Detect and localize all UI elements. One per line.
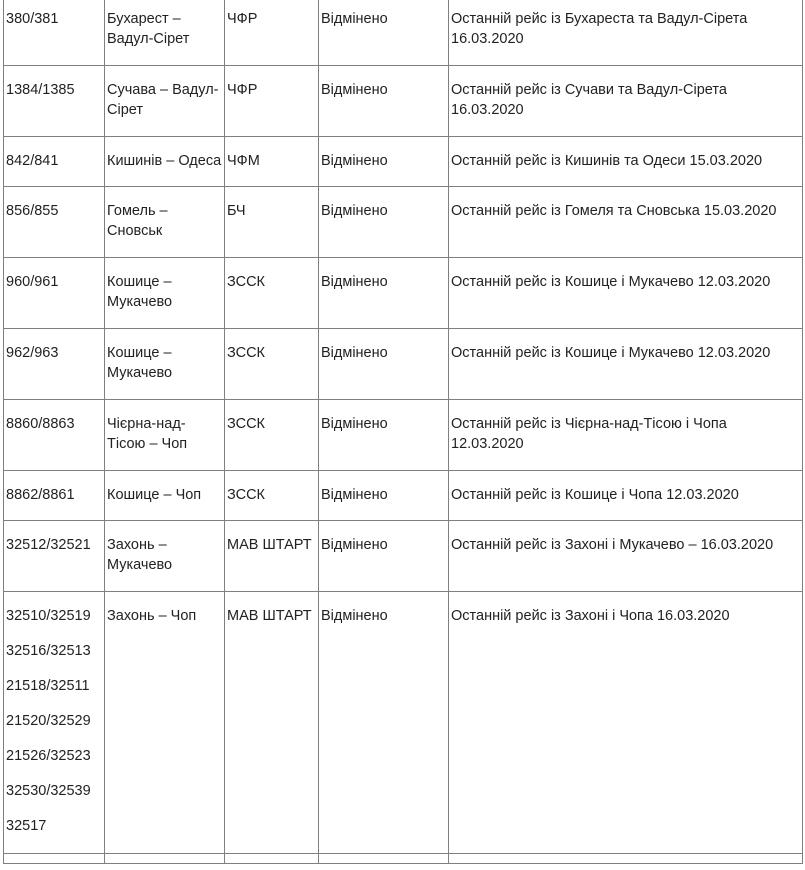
table-row: [4, 471, 803, 521]
status-cell: Відмінено: [319, 258, 449, 329]
status-cell: Відмінено: [319, 400, 449, 471]
train-number: 8860/8863: [6, 416, 75, 432]
train-number: 856/855: [6, 203, 59, 219]
route-cell: Кошице – Мукачево: [105, 258, 225, 329]
operator-cell: ЗССК: [225, 329, 319, 400]
train-number-cell: [4, 187, 105, 258]
route-cell: Захонь – Чоп: [105, 592, 225, 854]
empty-cell: [4, 854, 105, 864]
table-row: [4, 592, 803, 854]
train-number-cell: [4, 471, 105, 521]
train-number: 32512/32521: [6, 537, 91, 553]
train-number-cell: [4, 521, 105, 592]
train-number-cell: [4, 0, 105, 66]
train-number: 842/841: [6, 153, 59, 169]
train-number: 32510/32519: [6, 608, 91, 624]
train-cancellation-table: [3, 0, 803, 864]
operator-cell: ЧФМ: [225, 137, 319, 187]
note-cell: Останній рейс із Чієрна-над-Тісою і Чопа 12.03.2020: [449, 400, 803, 471]
operator-cell: БЧ: [225, 187, 319, 258]
train-number: 21520/32529: [6, 713, 91, 729]
status-cell: Відмінено: [319, 187, 449, 258]
operator-cell: ЗССК: [225, 471, 319, 521]
table-row: [4, 329, 803, 400]
table-row: [4, 187, 803, 258]
note-cell: Останній рейс із Сучави та Вадул-Сірета 16.03.2020: [449, 66, 803, 137]
operator-cell: МАВ ШТАРТ: [225, 592, 319, 854]
table-row: [4, 258, 803, 329]
route-cell: Кошице – Чоп: [105, 471, 225, 521]
status-cell: Відмінено: [319, 592, 449, 854]
train-number-cell: [4, 66, 105, 137]
train-number-cell: [4, 137, 105, 187]
note-cell: Останній рейс із Кошице і Чопа 12.03.2020: [449, 471, 803, 521]
status-cell: Відмінено: [319, 471, 449, 521]
train-number-cell: [4, 258, 105, 329]
operator-cell: ЧФР: [225, 66, 319, 137]
table-row-partial: [4, 854, 803, 864]
route-cell: Кошице – Мукачево: [105, 329, 225, 400]
table-row: [4, 137, 803, 187]
train-number: 21526/32523: [6, 748, 91, 764]
route-cell: Сучава – Вадул-Сірет: [105, 66, 225, 137]
train-number: 1384/1385: [6, 82, 75, 98]
route-cell: Кишинів – Одеса: [105, 137, 225, 187]
note-cell: Останній рейс із Захоні і Чопа 16.03.2020: [449, 592, 803, 854]
note-cell: Останній рейс із Захоні і Мукачево – 16.03.2020: [449, 521, 803, 592]
table-row: [4, 0, 803, 66]
table-row: [4, 66, 803, 137]
note-cell: Останній рейс із Бухареста та Вадул-Сірета 16.03.2020: [449, 0, 803, 66]
train-number: 21518/32511: [6, 678, 90, 694]
table-row: [4, 521, 803, 592]
route-cell: Бухарест – Вадул-Сірет: [105, 0, 225, 66]
route-cell: Гомель – Сновськ: [105, 187, 225, 258]
train-number-cell: [4, 592, 105, 854]
train-number: 962/963: [6, 345, 59, 361]
train-number: 380/381: [6, 11, 59, 27]
operator-cell: МАВ ШТАРТ: [225, 521, 319, 592]
status-cell: Відмінено: [319, 137, 449, 187]
empty-cell: [225, 854, 319, 864]
empty-cell: [105, 854, 225, 864]
status-cell: Відмінено: [319, 66, 449, 137]
route-cell: Чієрна-над-Тісою – Чоп: [105, 400, 225, 471]
train-number-cell: [4, 400, 105, 471]
note-cell: Останній рейс із Кошице і Мукачево 12.03.2020: [449, 329, 803, 400]
note-cell: Останній рейс із Кишинів та Одеси 15.03.2020: [449, 137, 803, 187]
operator-cell: ЗССК: [225, 400, 319, 471]
train-number: 32517: [6, 818, 47, 834]
empty-cell: [319, 854, 449, 864]
route-cell: Захонь – Мукачево: [105, 521, 225, 592]
status-cell: Відмінено: [319, 329, 449, 400]
operator-cell: ЧФР: [225, 0, 319, 66]
status-cell: Відмінено: [319, 521, 449, 592]
empty-cell: [449, 854, 803, 864]
train-number: 32516/32513: [6, 643, 91, 659]
table-row: [4, 400, 803, 471]
train-number: 32530/32539: [6, 783, 91, 799]
note-cell: Останній рейс із Гомеля та Сновська 15.03.2020: [449, 187, 803, 258]
train-number: 960/961: [6, 274, 59, 290]
train-number: 8862/8861: [6, 487, 75, 503]
operator-cell: ЗССК: [225, 258, 319, 329]
status-cell: Відмінено: [319, 0, 449, 66]
train-number-cell: [4, 329, 105, 400]
note-cell: Останній рейс із Кошице і Мукачево 12.03.2020: [449, 258, 803, 329]
